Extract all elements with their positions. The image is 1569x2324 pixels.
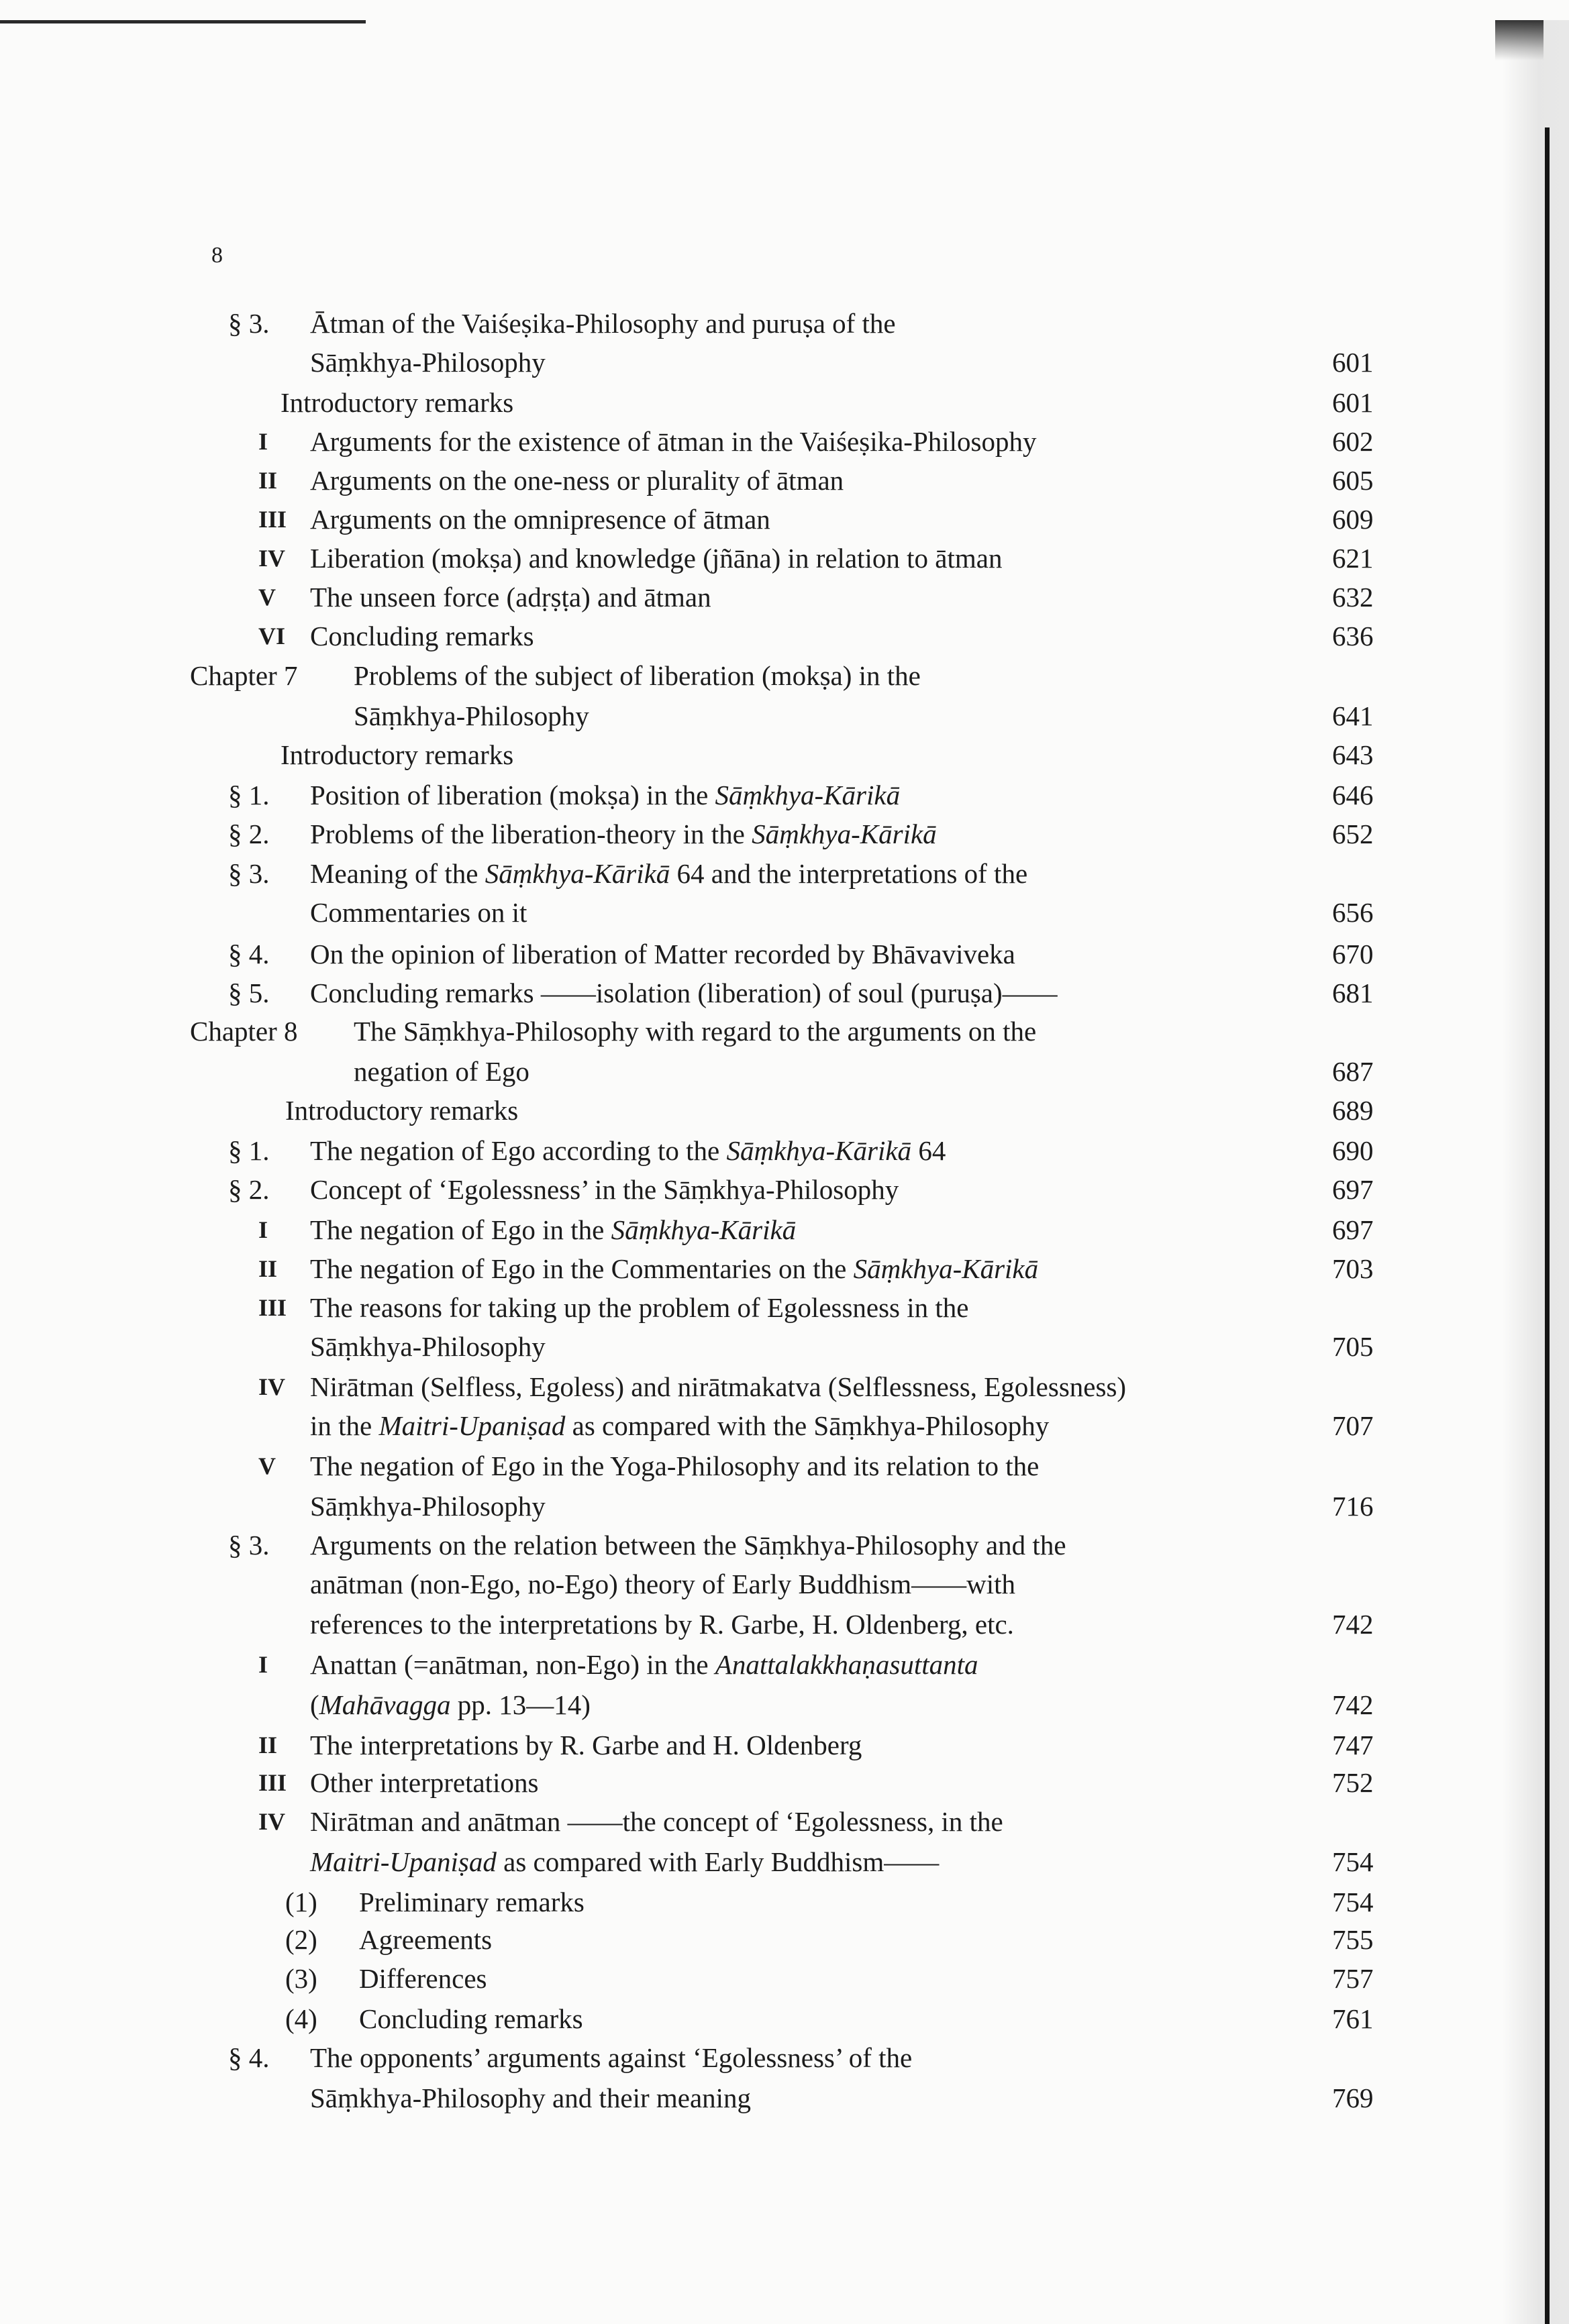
page-edge-top [1495, 20, 1543, 60]
toc-title-text: Arguments for the existence of ātman in the Vaiśeṣika-Philosophy [310, 426, 1037, 457]
toc-title-text: Concluding remarks [310, 621, 534, 651]
toc-page-number: 705 [1332, 1331, 1374, 1362]
toc-page-number: 601 [1332, 347, 1374, 378]
toc-page-number: 641 [1332, 700, 1374, 731]
toc-title [310, 1604, 1014, 1644]
toc-entry [0, 1486, 1569, 1526]
toc-title-italic: Sāṃkhya-Kārikā [715, 780, 901, 810]
toc-title [354, 1011, 1036, 1051]
toc-title [359, 1919, 492, 1960]
toc-title [310, 775, 900, 815]
toc-entry [0, 973, 1569, 1013]
toc-entry [0, 538, 1569, 578]
toc-entry [0, 303, 1569, 344]
toc-title [310, 1842, 939, 1882]
toc-entry [0, 460, 1569, 500]
toc-page-number: 636 [1332, 621, 1374, 651]
toc-entry [0, 1169, 1569, 1210]
toc-page-number: 755 [1332, 1924, 1374, 1955]
toc-label: I [258, 428, 268, 455]
toc-label: IV [258, 1373, 286, 1400]
toc-title-text: Liberation (mokṣa) and knowledge (jñāna) in relation to ātman [310, 543, 1003, 574]
toc-title-text: Arguments on the relation between the Sāṃkhya-Philosophy and the [310, 1530, 1066, 1561]
toc-page-number: 621 [1332, 543, 1374, 574]
toc-title [310, 499, 770, 539]
toc-entry [0, 1367, 1569, 1407]
toc-title [310, 1762, 538, 1803]
toc-label: V [258, 1452, 276, 1479]
toc-label: Chapter 7 [190, 660, 298, 691]
toc-title [310, 1326, 546, 1367]
toc-entry [0, 1725, 1569, 1765]
toc-title [310, 1287, 969, 1328]
toc-title [310, 1367, 1126, 1407]
toc-label: § 3. [228, 1530, 270, 1561]
toc-entry [0, 1919, 1569, 1960]
toc-entry [0, 1090, 1569, 1130]
toc-entry [0, 1958, 1569, 1999]
toc-title-text: Concept of ‘Egolessness’ in the Sāṃkhya-Philosophy [310, 1174, 899, 1205]
toc-title [310, 1725, 862, 1765]
toc-title [310, 616, 534, 656]
toc-page-number: 754 [1332, 1887, 1374, 1917]
toc-entry [0, 934, 1569, 974]
toc-label: § 2. [228, 818, 270, 849]
toc-title [310, 814, 937, 854]
toc-label: § 4. [228, 939, 270, 969]
toc-title-italic: Sāṃkhya-Kārikā [726, 1135, 912, 1166]
toc-entry [0, 1685, 1569, 1725]
toc-title-text: Nirātman and anātman ——the concept of ‘Egolessness, in the [310, 1806, 1003, 1837]
toc-title-text: Nirātman (Selfless, Egoless) and nirātmakatva (Selflessness, Egolessness) [310, 1371, 1127, 1402]
toc-entry [0, 1326, 1569, 1367]
toc-title-italic: Mahāvagga [319, 1689, 451, 1720]
toc-label: § 5. [228, 978, 270, 1008]
toc-title [310, 1486, 546, 1526]
toc-title-text: Introductory remarks [281, 387, 514, 418]
toc-title [310, 303, 896, 344]
toc-label: IV [258, 545, 286, 572]
toc-title-text: Commentaries on it [310, 897, 527, 928]
toc-page-number: 742 [1332, 1689, 1374, 1720]
toc-title-text: in the [310, 1410, 379, 1441]
toc-title [310, 1564, 1015, 1604]
toc-page-number: 707 [1332, 1410, 1374, 1441]
toc-page-number: 690 [1332, 1135, 1374, 1166]
toc-title [281, 382, 513, 423]
toc-title-text: The negation of Ego in the Yoga-Philosophy and its relation to the [310, 1450, 1040, 1481]
toc-title-text: The opponents’ arguments against ‘Egolessness’ of the [310, 2042, 913, 2073]
toc-title-text: Meaning of the [310, 858, 485, 889]
toc-title [310, 1525, 1066, 1565]
toc-entry [0, 814, 1569, 854]
toc-title-text: Other interpretations [310, 1767, 539, 1798]
toc-page-number: 742 [1332, 1609, 1374, 1640]
toc-title-text: Sāṃkhya-Philosophy [310, 1331, 546, 1362]
toc-title-text: The unseen force (adṛṣṭa) and ātman [310, 582, 711, 613]
toc-entry [0, 775, 1569, 815]
toc-page-number: 752 [1332, 1767, 1374, 1798]
toc-title-italic: Sāṃkhya-Kārikā [485, 858, 670, 889]
page-number: 8 [211, 243, 223, 268]
toc-title [310, 2078, 751, 2118]
toc-title-text: Ātman of the Vaiśeṣika-Philosophy and puruṣa of the [310, 308, 896, 339]
toc-page-number: 670 [1332, 939, 1374, 969]
toc-entry [0, 1604, 1569, 1644]
toc-entry [0, 2078, 1569, 2118]
toc-page-number: 609 [1332, 504, 1374, 535]
toc-title-text: Agreements [359, 1924, 493, 1955]
toc-title-text: Arguments on the one-ness or plurality of ātman [310, 465, 844, 496]
toc-entry [0, 577, 1569, 617]
toc-title-text: On the opinion of liberation of Matter recorded by Bhāvaviveka [310, 939, 1015, 969]
toc-label: II [258, 1255, 278, 1282]
toc-title [310, 1644, 978, 1685]
toc-entry [0, 1406, 1569, 1446]
toc-page-number: 687 [1332, 1056, 1374, 1087]
toc-label: (4) [285, 2003, 317, 2034]
toc-page-number: 643 [1332, 739, 1374, 770]
toc-title [285, 1090, 518, 1130]
toc-title-text: Introductory remarks [281, 739, 514, 770]
toc-title-text: The negation of Ego in the Commentaries on the [310, 1253, 854, 1284]
toc-entry [0, 735, 1569, 775]
toc-page-number: 632 [1332, 582, 1374, 613]
toc-title-italic: Maitri-Upaniṣad [378, 1410, 566, 1441]
toc-title-text: as compared with the Sāṃkhya-Philosophy [565, 1410, 1050, 1441]
toc-title [310, 853, 1027, 894]
toc-title [310, 1130, 946, 1171]
top-rule [0, 20, 366, 23]
toc-title-text: negation of Ego [354, 1056, 529, 1087]
toc-title [310, 892, 527, 933]
toc-title [359, 1882, 585, 1922]
toc-entry [0, 1762, 1569, 1803]
toc-title-text: The interpretations by R. Garbe and H. Oldenberg [310, 1730, 862, 1760]
toc-title [310, 538, 1003, 578]
toc-label: § 1. [228, 1135, 270, 1166]
toc-entry [0, 1446, 1569, 1486]
toc-entry [0, 1011, 1569, 1051]
toc-title-italic: Maitri-Upaniṣad [310, 1846, 497, 1877]
toc-title [281, 735, 513, 775]
toc-label: (1) [285, 1887, 317, 1917]
toc-title [310, 973, 1058, 1013]
toc-title [359, 1958, 487, 1999]
toc-title [310, 1249, 1038, 1289]
toc-label: II [258, 1732, 278, 1758]
toc-title-italic: Anattalakkhaṇasuttanta [715, 1649, 978, 1680]
toc-page-number: 761 [1332, 2003, 1374, 2034]
toc-entry [0, 1644, 1569, 1685]
toc-title-text: Problems of the liberation-theory in the [310, 818, 752, 849]
toc-label: (2) [285, 1924, 317, 1955]
toc-title-text: Sāṃkhya-Philosophy [354, 700, 589, 731]
toc-page-number: 689 [1332, 1095, 1374, 1126]
toc-entry [0, 1249, 1569, 1289]
toc-entry [0, 1801, 1569, 1842]
toc-title [310, 2038, 912, 2078]
toc-label: Chapter 8 [190, 1016, 298, 1047]
toc-title-text: Position of liberation (mokṣa) in the [310, 780, 715, 810]
toc-title [310, 1210, 796, 1250]
toc-title-text: Concluding remarks ——isolation (liberation) of soul (puruṣa)—— [310, 978, 1058, 1008]
toc-entry [0, 1287, 1569, 1328]
toc-page-number: 602 [1332, 426, 1374, 457]
toc-label: III [258, 1769, 287, 1796]
toc-page-number: 697 [1332, 1214, 1374, 1245]
toc-title [354, 655, 921, 696]
toc-entry [0, 382, 1569, 423]
toc-label: I [258, 1216, 268, 1243]
toc-label: IV [258, 1808, 286, 1835]
toc-entry [0, 616, 1569, 656]
toc-label: § 3. [228, 858, 270, 889]
toc-title-text: Problems of the subject of liberation (mokṣa) in the [354, 660, 921, 691]
toc-entry [0, 1130, 1569, 1171]
toc-label: § 4. [228, 2042, 270, 2073]
toc-label: § 1. [228, 780, 270, 810]
toc-title [310, 934, 1015, 974]
toc-page-number: 656 [1332, 897, 1374, 928]
toc-title-text: Concluding remarks [359, 2003, 583, 2034]
toc-title [359, 1999, 583, 2039]
toc-label: I [258, 1651, 268, 1678]
toc-label: (3) [285, 1963, 317, 1994]
toc-entry [0, 892, 1569, 933]
toc-title-text: Sāṃkhya-Philosophy and their meaning [310, 2082, 752, 2113]
toc-label: V [258, 584, 276, 611]
toc-entry [0, 2038, 1569, 2078]
toc-title [310, 421, 1037, 462]
toc-entry [0, 1842, 1569, 1882]
toc-title-text: Anattan (=anātman, non-Ego) in the [310, 1649, 715, 1680]
toc-title [354, 1051, 529, 1092]
toc-title-italic: Sāṃkhya-Kārikā [752, 818, 937, 849]
toc-title [354, 696, 589, 736]
toc-title-text: The Sāṃkhya-Philosophy with regard to the arguments on the [354, 1016, 1037, 1047]
toc-title-text: ( [310, 1689, 319, 1720]
toc-title-italic: Sāṃkhya-Kārikā [611, 1214, 797, 1245]
toc-label: II [258, 467, 278, 494]
toc-entry [0, 696, 1569, 736]
toc-page-number: 716 [1332, 1491, 1374, 1522]
toc-label: III [258, 506, 287, 533]
toc-title-text: Arguments on the omnipresence of ātman [310, 504, 770, 535]
toc-title-text: Differences [359, 1963, 487, 1994]
toc-title-text: The reasons for taking up the problem of Egolessness in the [310, 1292, 969, 1323]
toc-entry [0, 1051, 1569, 1092]
toc-page-number: 646 [1332, 780, 1374, 810]
toc-entry [0, 342, 1569, 382]
toc-title [310, 1169, 899, 1210]
toc-entry [0, 1999, 1569, 2039]
toc-entry [0, 1882, 1569, 1922]
toc-entry [0, 1525, 1569, 1565]
toc-title-text: Sāṃkhya-Philosophy [310, 347, 546, 378]
toc-title-text: 64 [911, 1135, 946, 1166]
toc-title-text: Sāṃkhya-Philosophy [310, 1491, 546, 1522]
toc-title [310, 460, 844, 500]
toc-title-text: references to the interpretations by R. Garbe, H. Oldenberg, etc. [310, 1609, 1014, 1640]
toc-title [310, 1801, 1003, 1842]
toc-page-number: 652 [1332, 818, 1374, 849]
toc-entry [0, 655, 1569, 696]
toc-page-number: 747 [1332, 1730, 1374, 1760]
toc-page-number: 605 [1332, 465, 1374, 496]
toc-title [310, 1446, 1039, 1486]
toc-title [310, 342, 546, 382]
toc-title-text: The negation of Ego in the [310, 1214, 611, 1245]
toc-page-number: 754 [1332, 1846, 1374, 1877]
toc-page-number: 697 [1332, 1174, 1374, 1205]
toc-title-text: The negation of Ego according to the [310, 1135, 727, 1166]
toc-title-text: Introductory remarks [285, 1095, 519, 1126]
toc-title [310, 577, 711, 617]
toc-page-number: 601 [1332, 387, 1374, 418]
toc-title-text: as compared with Early Buddhism—— [496, 1846, 940, 1877]
toc-title-text: anātman (non-Ego, no-Ego) theory of Early Buddhism——with [310, 1569, 1015, 1599]
toc-label: § 3. [228, 308, 270, 339]
toc-page-number: 703 [1332, 1253, 1374, 1284]
toc-title [310, 1685, 591, 1725]
toc-label: § 2. [228, 1174, 270, 1205]
toc-entry [0, 853, 1569, 894]
toc-entry [0, 1564, 1569, 1604]
toc-title-text: Preliminary remarks [359, 1887, 585, 1917]
toc-entry [0, 499, 1569, 539]
toc-title-italic: Sāṃkhya-Kārikā [853, 1253, 1039, 1284]
toc-title-text: pp. 13—14) [450, 1689, 591, 1720]
toc-title-text: 64 and the interpretations of the [670, 858, 1028, 889]
toc-entry [0, 421, 1569, 462]
toc-label: III [258, 1294, 287, 1321]
toc-page-number: 769 [1332, 2082, 1374, 2113]
toc-page-number: 681 [1332, 978, 1374, 1008]
toc-title [310, 1406, 1049, 1446]
toc-entry [0, 1210, 1569, 1250]
toc-page-number: 757 [1332, 1963, 1374, 1994]
toc-label: VI [258, 623, 286, 649]
